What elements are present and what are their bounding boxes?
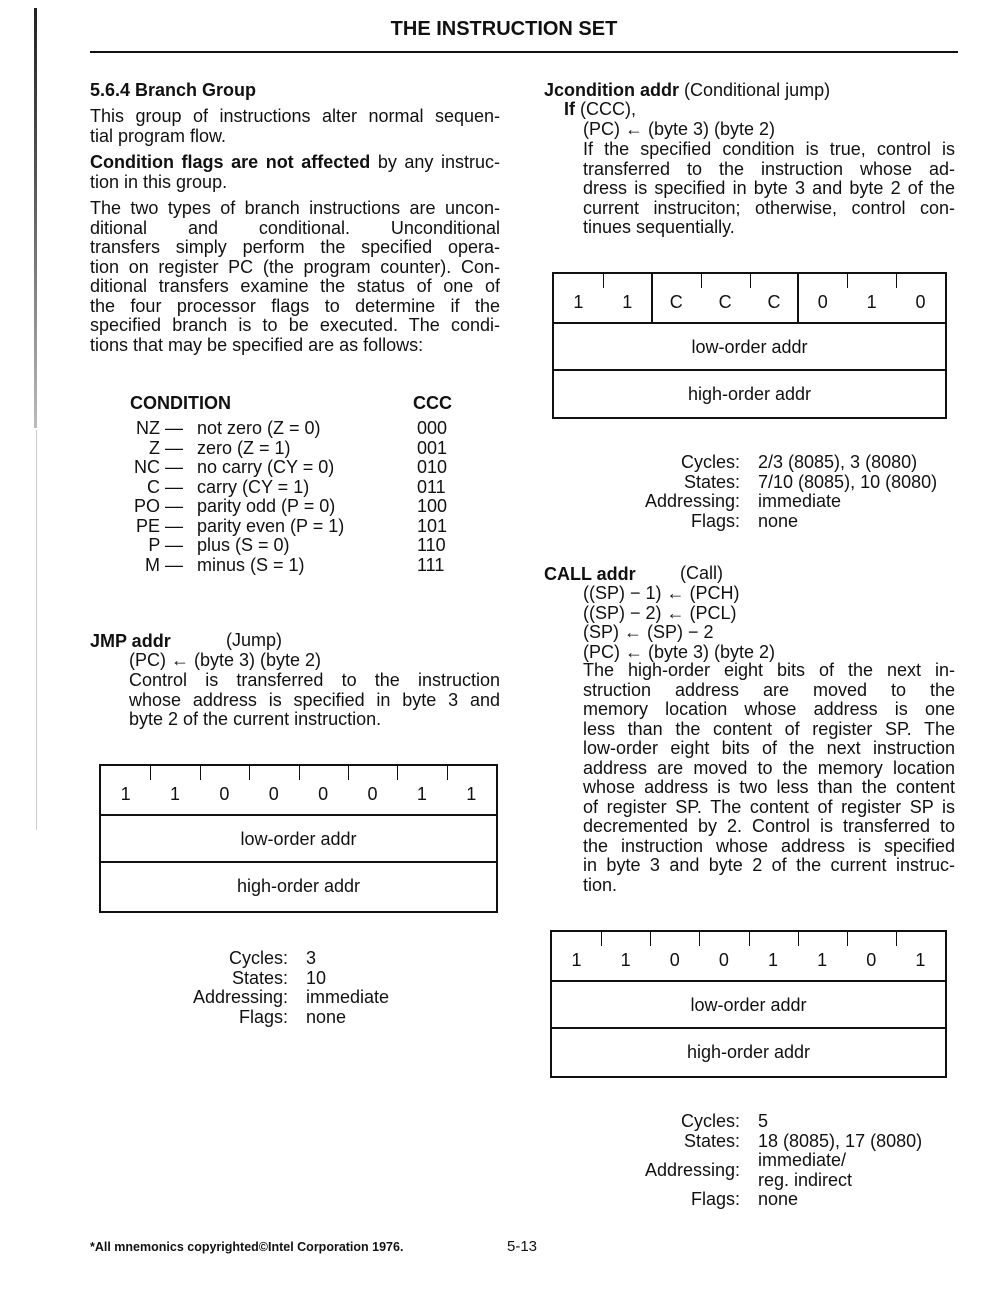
bit: 1 <box>447 766 496 814</box>
cond-code: C — <box>147 476 183 497</box>
text-line: tion in this group. <box>90 171 228 192</box>
text-line: ditional and conditional. Unconditional <box>90 217 500 238</box>
meta-value-line: reg. indirect <box>758 1169 853 1190</box>
cond-desc: zero (Z = 1) <box>197 437 291 458</box>
text-line: struction address are moved to the <box>583 679 955 700</box>
meta-value: 2/3 (8085), 3 (8080) <box>758 452 918 472</box>
cond-ccc: 001 <box>417 437 448 458</box>
cond-desc: no carry (CY = 0) <box>197 457 335 477</box>
text-line: of register SP. The content of register SP is <box>583 796 955 817</box>
text-line: ditional transfers examine the status of one of <box>90 276 500 296</box>
text-line: tial program flow. <box>90 125 227 146</box>
text-line: specified branch is to be executed. The condi- <box>90 315 500 335</box>
jcond-if <box>564 100 636 120</box>
meta-value: 3 <box>306 948 317 968</box>
cond-code: Z — <box>149 437 183 458</box>
meta-key: Cycles: <box>680 452 740 472</box>
cond-desc: carry (CY = 1) <box>197 476 310 497</box>
cond-code: M — <box>145 554 183 575</box>
cond-ccc: 101 <box>417 515 448 536</box>
bit: 1 <box>397 766 446 814</box>
low-order-addr: low-order addr <box>554 324 945 371</box>
bit: 0 <box>299 766 348 814</box>
bit: 1 <box>896 932 945 980</box>
cond-desc: parity odd (P = 0) <box>197 496 336 516</box>
operation-line: (PC) ← (byte 3) (byte 2) <box>583 641 776 662</box>
meta-value: none <box>758 1189 799 1209</box>
copyright-note: *All mnemonics copyrighted©Intel Corporation 1976. <box>90 1240 404 1254</box>
text-line: whose address is specified in byte 3 and <box>129 689 500 710</box>
meta-value: immediate <box>306 987 390 1007</box>
call-description <box>583 661 955 895</box>
text-line: address are moved to the memory location <box>583 757 955 778</box>
text-line: The two types of branch instructions are uncon- <box>90 198 500 218</box>
meta-key: Cycles: <box>680 1111 740 1131</box>
meta-value <box>758 1151 922 1190</box>
meta-key: Addressing: <box>192 987 288 1007</box>
text-line: less than the content of register SP. The <box>583 718 955 739</box>
text-line <box>90 153 500 173</box>
cond-ccc: 100 <box>417 496 448 516</box>
jmp-name: (Jump) <box>226 630 283 650</box>
cond-desc: plus (S = 0) <box>197 535 290 555</box>
high-order-addr: high-order addr <box>686 1042 811 1062</box>
text-line: tinues sequentially. <box>583 217 735 237</box>
jmp-meta <box>180 949 389 1027</box>
cond-code: NZ — <box>136 418 183 438</box>
text-line: low-order eight bits of the next instruction <box>583 738 955 758</box>
cond-desc: parity even (P = 1) <box>197 515 345 536</box>
jcond-title <box>544 81 830 101</box>
text-line: dress is specified in byte 3 and byte 2 of the <box>583 178 955 198</box>
meta-key: States: <box>683 471 740 492</box>
meta-row <box>632 1132 922 1152</box>
text-line: current instruciton; otherwise, control con- <box>583 197 955 218</box>
jcond-operation: (PC) ← (byte 3) (byte 2) <box>583 119 776 139</box>
bit: 1 <box>798 932 847 980</box>
meta-value: 10 <box>306 967 327 988</box>
if-condition: (CCC), <box>575 99 636 119</box>
meta-row <box>632 473 937 493</box>
bit: C <box>701 274 750 322</box>
jcond-description <box>583 140 955 238</box>
operation-line: (SP) ← (SP) − 2 <box>583 622 714 642</box>
meta-value: none <box>758 510 799 531</box>
jmp-mnemonic: JMP addr <box>90 631 171 651</box>
binder-edge <box>34 8 37 428</box>
bit: 0 <box>699 932 748 980</box>
bit: 1 <box>150 766 199 814</box>
bit: 0 <box>348 766 397 814</box>
condition-header: CONDITION <box>130 393 231 413</box>
page-title: THE INSTRUCTION SET <box>390 18 618 40</box>
bit: 1 <box>603 274 652 322</box>
high-order-addr: high-order addr <box>236 876 361 896</box>
bit: 0 <box>847 932 896 980</box>
jcond-mnemonic: Jcondition addr <box>544 80 679 100</box>
bit: 1 <box>120 784 131 804</box>
meta-value: immediate <box>758 491 842 511</box>
table-row <box>128 556 447 576</box>
operation-line: ((SP) − 1) ← (PCH) <box>583 583 740 603</box>
meta-row <box>180 969 389 989</box>
text-line: The high-order eight bits of the next in- <box>583 660 955 680</box>
cond-ccc: 110 <box>417 535 446 555</box>
high-order-addr: high-order addr <box>687 384 812 404</box>
cond-code: P — <box>148 535 183 555</box>
meta-key: Flags: <box>690 510 740 531</box>
text-line: tion. <box>583 874 618 895</box>
text-line: Control is transferred to the instruction <box>129 670 500 690</box>
operation-line: ((SP) − 2) ← (PCL) <box>583 602 737 623</box>
jmp-operation: (PC) ← (byte 3) (byte 2) <box>129 650 322 670</box>
call-operations <box>583 584 775 662</box>
bold-phrase: Condition flags are not affected <box>90 152 371 172</box>
cond-code: NC — <box>134 457 183 477</box>
opcode-bits <box>101 766 496 816</box>
text-line: memory location whose address is one <box>583 699 955 719</box>
meta-row <box>632 453 937 473</box>
call-encoding-box <box>550 930 947 1078</box>
bit: C <box>750 274 799 322</box>
condition-table <box>128 419 447 575</box>
meta-value: none <box>306 1006 347 1027</box>
cond-ccc: 010 <box>417 457 448 477</box>
meta-value: 7/10 (8085), 10 (8080) <box>758 471 938 492</box>
text-line: the instruction whose address is specified <box>583 835 955 856</box>
bit: 1 <box>601 932 650 980</box>
bit: 1 <box>571 950 582 970</box>
table-row <box>128 439 447 459</box>
text-line: tion on register PC (the program counter). Con- <box>90 256 500 277</box>
meta-row <box>180 988 389 1008</box>
low-order-addr: low-order addr <box>101 816 496 863</box>
text-line: This group of instructions alter normal sequen- <box>90 106 500 126</box>
low-order-addr: low-order addr <box>552 982 945 1029</box>
meta-key: Flags: <box>238 1006 288 1027</box>
meta-key: Flags: <box>690 1189 740 1209</box>
bit: 1 <box>847 274 896 322</box>
flags-paragraph <box>90 153 500 192</box>
table-row <box>128 419 447 439</box>
meta-value: 18 (8085), 17 (8080) <box>758 1130 923 1151</box>
binder-edge-faint <box>36 430 37 830</box>
text-line: in byte 3 and byte 2 of the current instruc- <box>583 855 955 875</box>
meta-row <box>632 1112 922 1132</box>
header-rule <box>90 51 958 53</box>
page-number: 5-13 <box>507 1238 538 1255</box>
if-keyword: If <box>564 99 575 119</box>
jcond-name: (Conditional jump) <box>684 80 831 100</box>
meta-row <box>180 1008 389 1028</box>
jcond-meta <box>632 453 937 531</box>
call-mnemonic: CALL addr <box>544 564 636 584</box>
cond-code: PE — <box>135 515 183 536</box>
section-heading: 5.6.4 Branch Group <box>90 80 257 100</box>
meta-row <box>632 1151 922 1190</box>
opcode-bits <box>552 932 945 982</box>
jmp-encoding-box <box>99 764 498 913</box>
text-line: tions that may be specified are as follows: <box>90 334 424 355</box>
meta-row <box>632 512 937 532</box>
cond-ccc: 000 <box>417 418 448 438</box>
table-row <box>128 478 447 498</box>
text-fragment: by any instruc- <box>370 152 500 172</box>
meta-row <box>180 949 389 969</box>
bit: 1 <box>573 292 584 312</box>
jcond-encoding-box <box>552 272 947 419</box>
table-row <box>128 497 447 517</box>
text-line: If the specified condition is true, control is <box>583 139 955 159</box>
text-line: the four processor flags to determine if the <box>90 295 500 316</box>
types-paragraph <box>90 199 500 355</box>
cond-ccc: 111 <box>417 554 445 575</box>
meta-key: States: <box>683 1130 740 1151</box>
opcode-bits <box>554 274 945 324</box>
meta-row <box>632 1190 922 1210</box>
meta-key: Cycles: <box>228 948 288 968</box>
bit: 1 <box>749 932 798 980</box>
bit: 0 <box>798 274 847 322</box>
meta-row <box>632 492 937 512</box>
text-line: decremented by 2. Control is transferred to <box>583 816 955 836</box>
bit: 0 <box>249 766 298 814</box>
table-row <box>128 536 447 556</box>
meta-value: 5 <box>758 1111 769 1131</box>
jmp-description <box>129 671 500 730</box>
meta-key: Addressing: <box>644 491 740 511</box>
meta-key: Addressing: <box>644 1159 740 1180</box>
bit: 0 <box>200 766 249 814</box>
call-name: (Call) <box>680 563 723 583</box>
bit: C <box>652 274 701 322</box>
bit: 0 <box>650 932 699 980</box>
bit: 0 <box>896 274 945 322</box>
table-row <box>128 517 447 537</box>
table-row <box>128 458 447 478</box>
call-meta <box>632 1112 922 1210</box>
cond-code: PO — <box>133 496 183 516</box>
text-line: byte 2 of the current instruction. <box>129 709 382 729</box>
text-line: transfers simply perform the specified opera- <box>90 237 500 257</box>
intro-paragraph <box>90 107 500 146</box>
text-line: transferred to the instruction whose ad- <box>583 158 955 179</box>
text-line: whose address is two less than the content <box>583 777 955 797</box>
ccc-header: CCC <box>413 393 452 413</box>
cond-ccc: 011 <box>417 476 446 497</box>
meta-value-line: immediate/ <box>758 1150 847 1170</box>
cond-desc: not zero (Z = 0) <box>197 418 321 438</box>
meta-key: States: <box>231 967 288 988</box>
cond-desc: minus (S = 1) <box>197 554 305 575</box>
